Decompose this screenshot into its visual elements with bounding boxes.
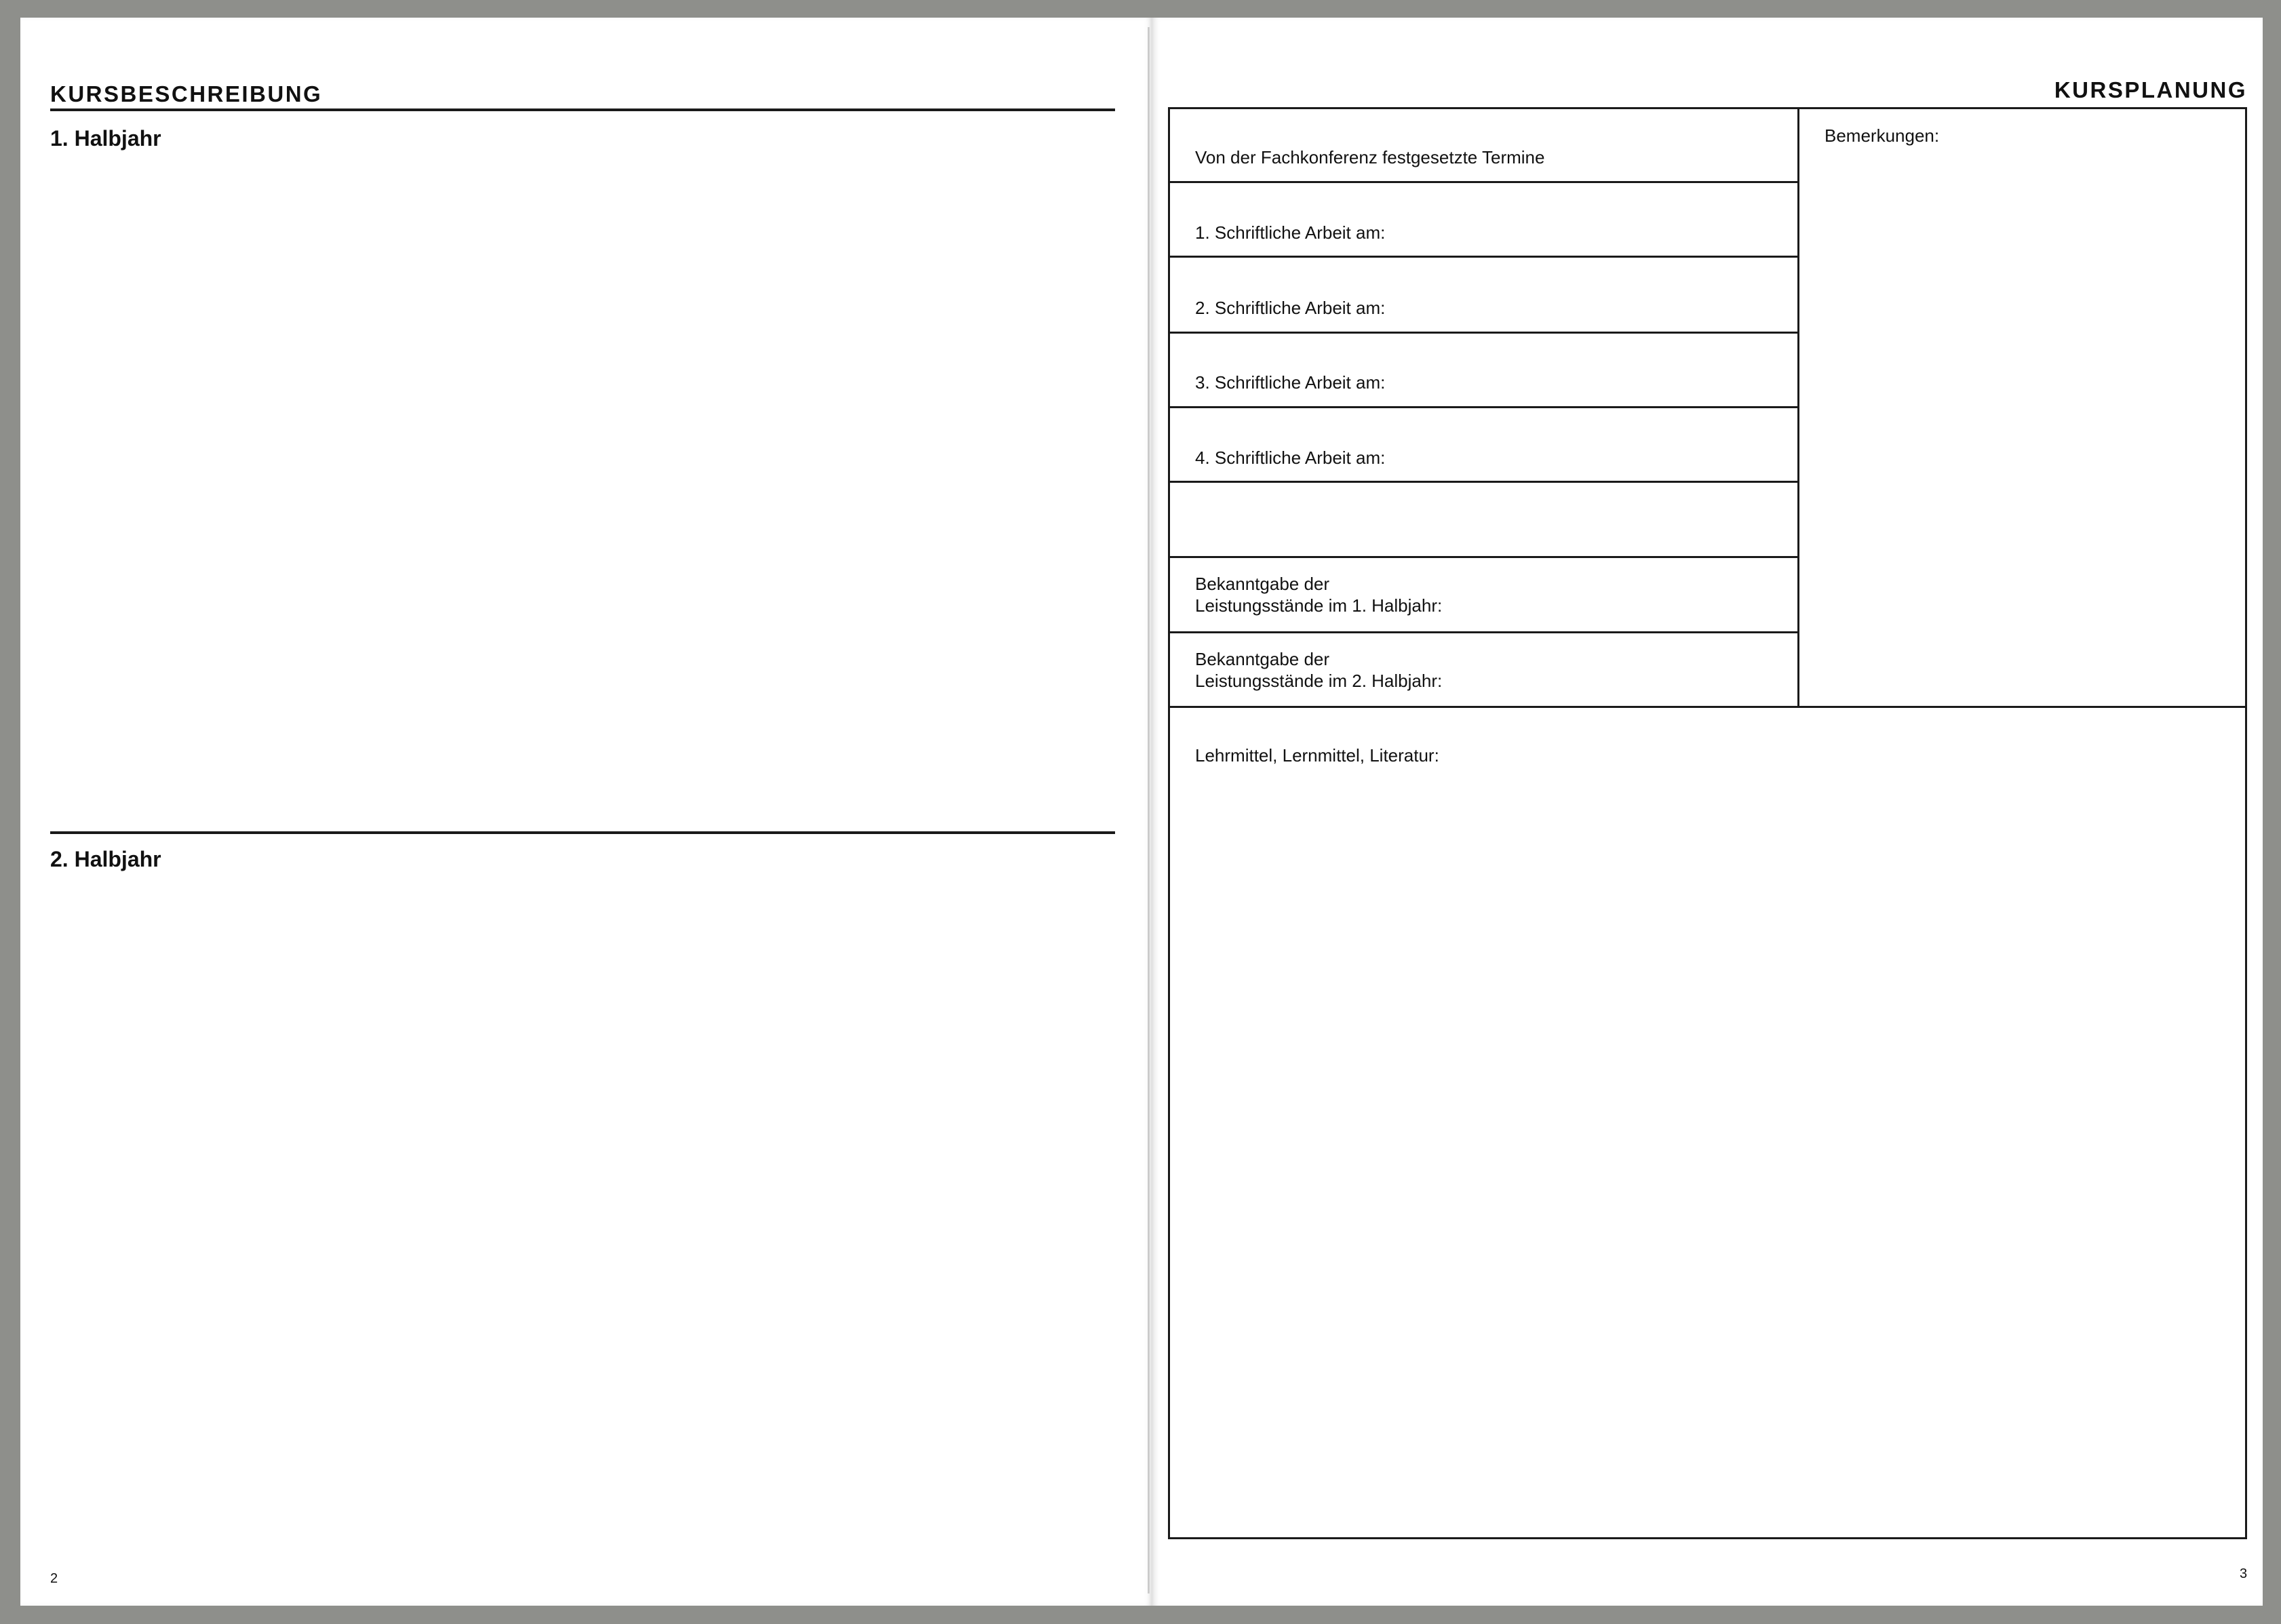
written-exam-1-field[interactable]: 1. Schriftliche Arbeit am: [1195,222,1386,243]
first-half-writing-area[interactable] [50,157,1115,826]
row-divider [1168,256,1799,258]
grades-announcement-2-line1: Bekanntgabe der [1195,649,1330,669]
page-number-right: 3 [2240,1566,2248,1581]
book-spine [1148,27,1150,1593]
materials-writing-area[interactable] [1173,773,2242,1532]
materials-label: Lehrmittel, Lernmittel, Literatur: [1195,745,1439,766]
row-divider [1168,406,1799,408]
kursbeschreibung-title: KURSBESCHREIBUNG [50,81,323,106]
grades-announcement-2-line2: Leistungsstände im 2. Halbjahr: [1195,671,1443,691]
row-divider [1168,631,1799,633]
grades-announcement-1-line2: Leistungsstände im 1. Halbjahr: [1195,595,1443,616]
row-divider [1168,332,1799,334]
remarks-label: Bemerkungen: [1825,125,1940,146]
half-divider-rule [50,831,1115,834]
grades-announcement-1-field[interactable] [1195,573,1442,616]
termine-label: Von der Fachkonferenz festgesetzte Termine [1195,147,1545,167]
second-half-heading: 2. Halbjahr [50,847,161,871]
written-exam-3-field[interactable]: 3. Schriftliche Arbeit am: [1195,372,1386,393]
title-rule [50,108,1115,111]
written-exam-2-field[interactable]: 2. Schriftliche Arbeit am: [1195,298,1386,318]
grades-announcement-1-line1: Bekanntgabe der [1195,574,1330,594]
first-half-heading: 1. Halbjahr [50,126,161,151]
materials-divider [1168,706,2247,708]
remarks-writing-area[interactable] [1804,153,2238,702]
empty-row-field[interactable] [1195,515,1792,542]
row-divider [1168,556,1799,558]
page-number-left: 2 [50,1571,58,1586]
row-divider [1168,181,1799,183]
written-exam-4-field[interactable]: 4. Schriftliche Arbeit am: [1195,448,1386,468]
grades-announcement-2-field[interactable] [1195,648,1442,692]
row-divider [1168,481,1799,483]
kursplanung-title: KURSPLANUNG [2054,77,2247,102]
second-half-writing-area[interactable] [50,878,1115,1549]
